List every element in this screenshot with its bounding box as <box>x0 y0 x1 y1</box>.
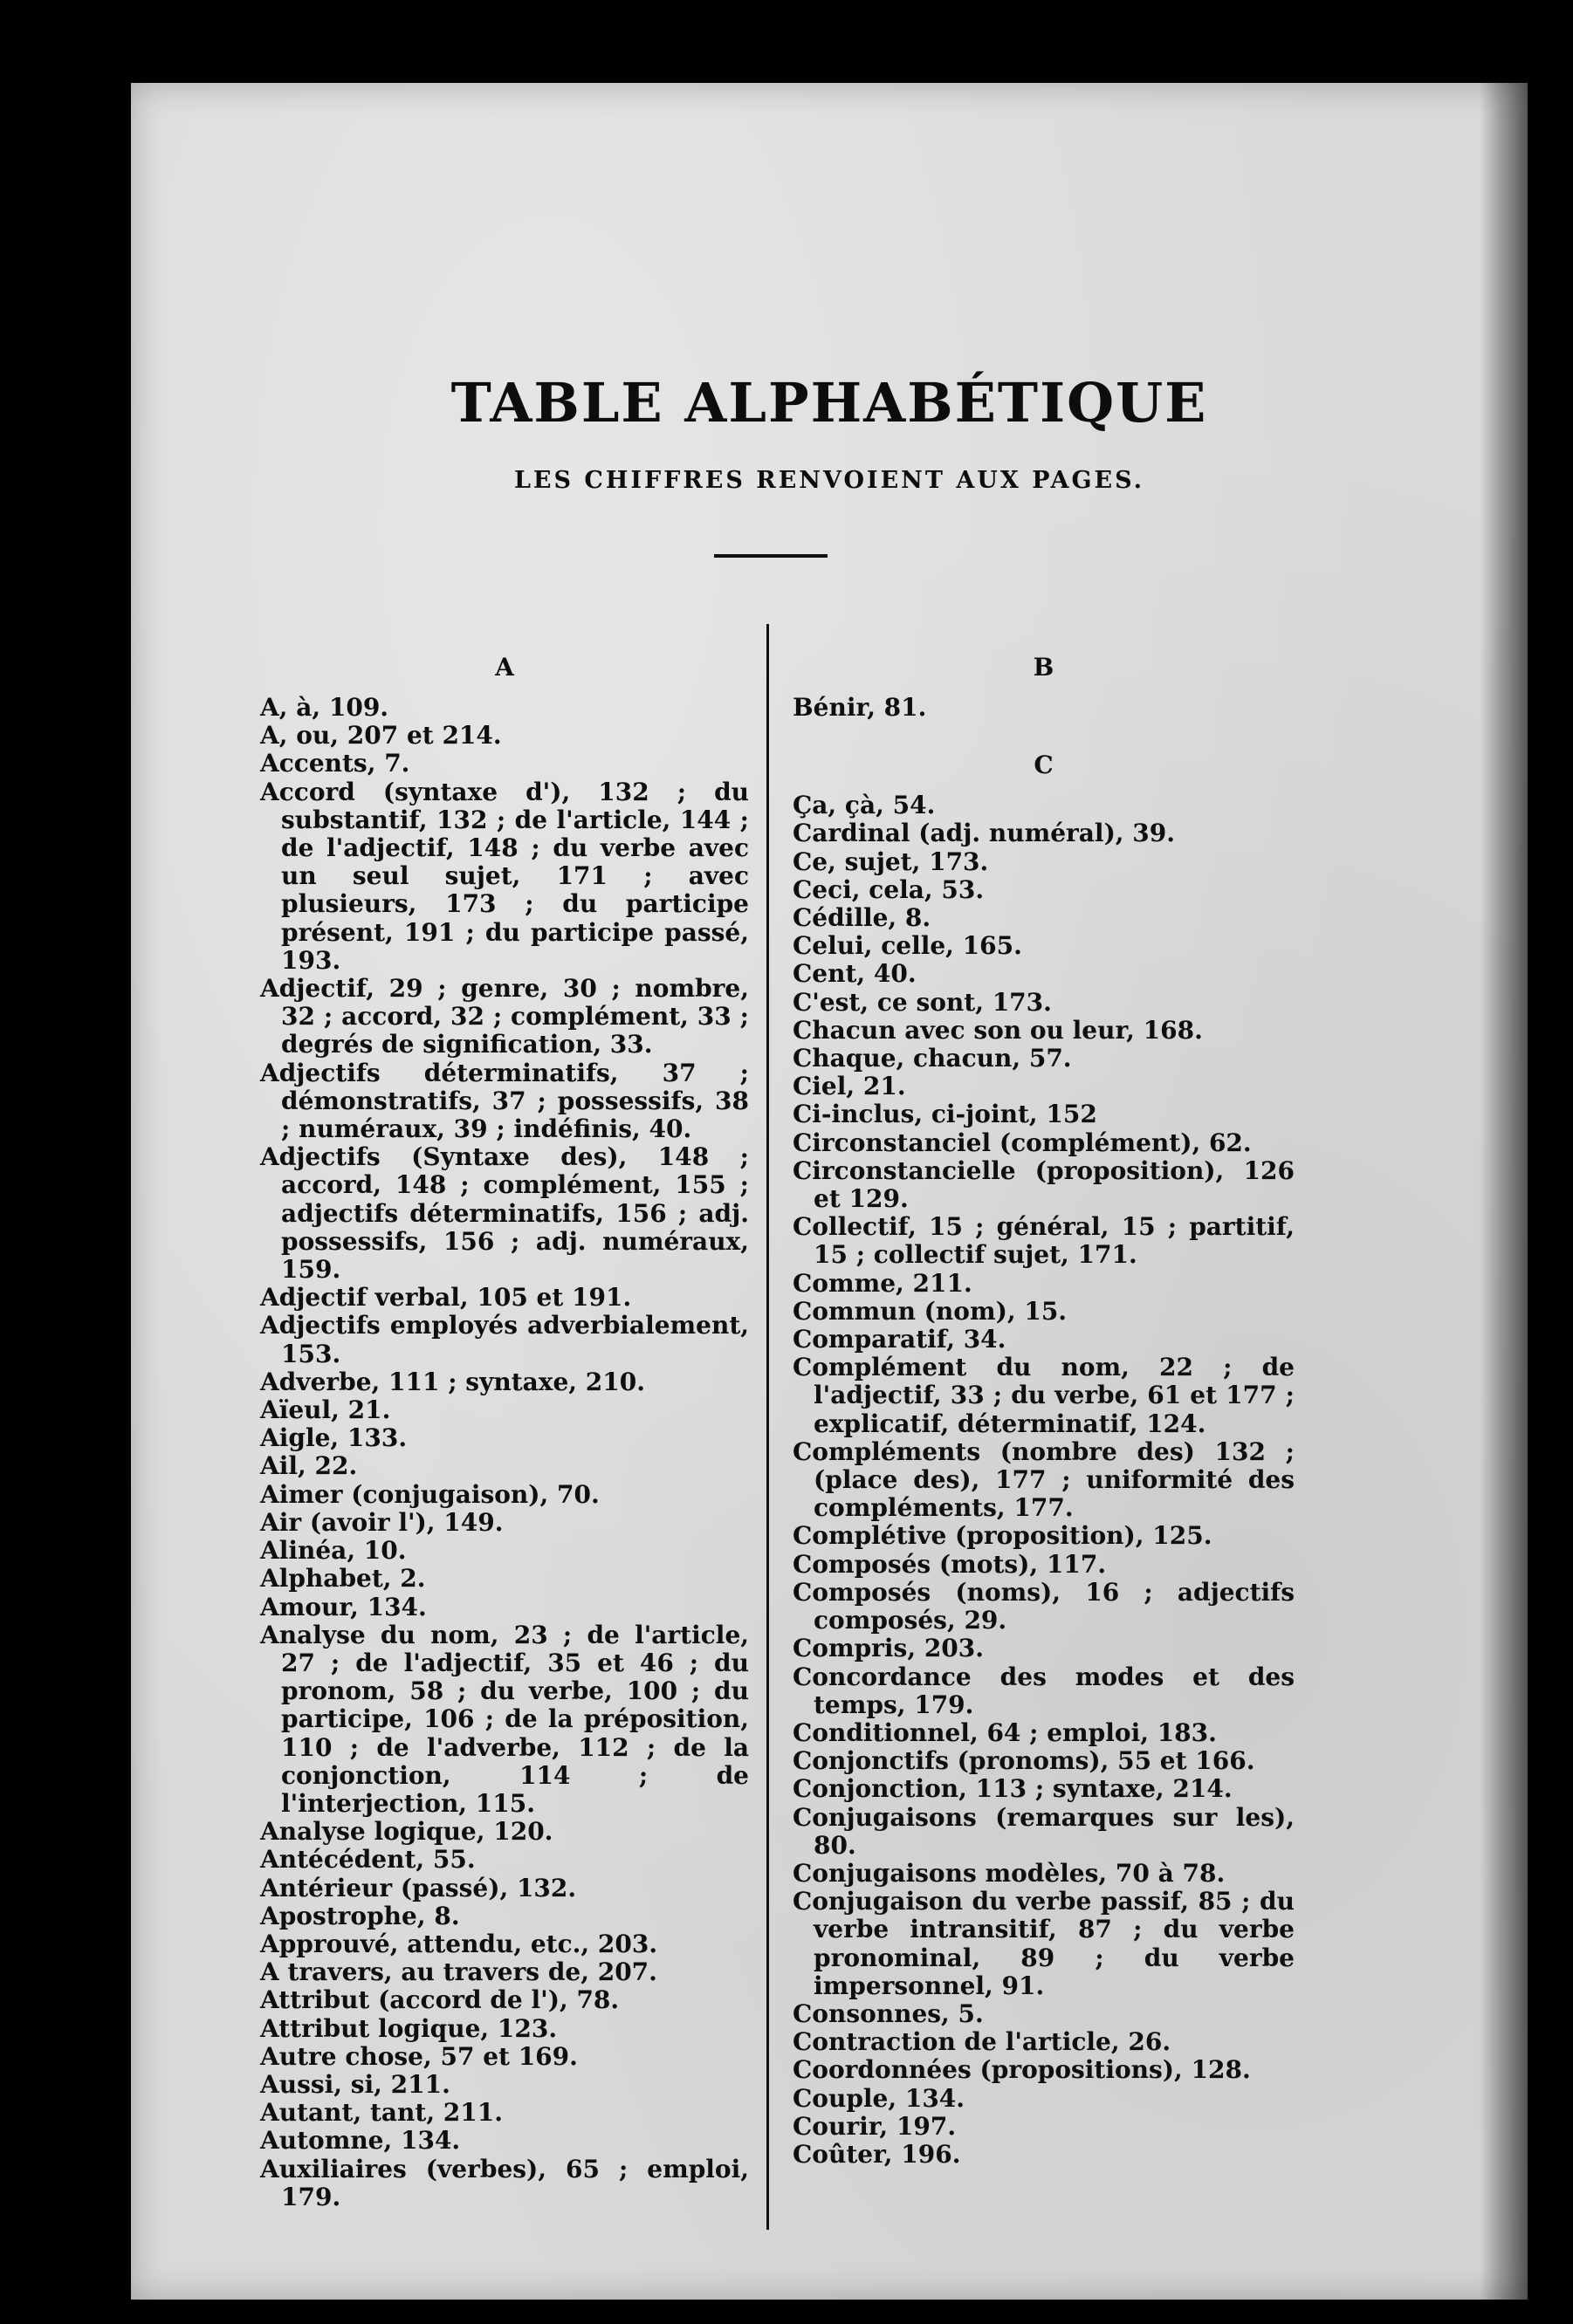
index-entry: Conjonctifs (pronoms), 55 et 166. <box>793 1746 1255 1776</box>
index-entry: Attribut (accord de l'), 78. <box>260 1985 620 2015</box>
index-entry: Complétive (proposition), 125. <box>793 1521 1212 1551</box>
index-entry: Conjugaison du verbe passif, 85 ; du verbe intransitif, 87 ; du verbe pronominal, 89 ; du verbe impersonnel, 91. <box>793 1887 1295 2000</box>
index-entry: A travers, au travers de, 207. <box>260 1957 657 1987</box>
index-entry: Compléments (nombre des) 132 ; (place des), 177 ; uniformité des compléments, 177. <box>793 1436 1295 1523</box>
index-entry: Conjonction, 113 ; syntaxe, 214. <box>793 1774 1233 1804</box>
index-entry: Approuvé, attendu, etc., 203. <box>260 1929 658 1958</box>
index-entry: Coordonnées (propositions), 128. <box>793 2055 1251 2085</box>
index-entry: Adjectifs (Syntaxe des), 148 ; accord, 148 ; complément, 155 ; adjectifs déterminatifs, 156 ; adj. possessifs, 156 ; adj. numéraux, 159. <box>260 1142 749 1285</box>
index-entry: Compris, 203. <box>793 1634 985 1663</box>
index-entry: A, à, 109. <box>260 693 389 722</box>
index-entry: Adjectif, 29 ; genre, 30 ; nombre, 32 ; accord, 32 ; complément, 33 ; degrés de signification, 33. <box>260 974 749 1059</box>
index-entry: Adjectifs employés adverbialement, 153. <box>260 1311 749 1368</box>
index-entry: Celui, celle, 165. <box>793 931 1022 961</box>
page-subtitle: LES CHIFFRES RENVOIENT AUX PAGES. <box>513 467 1145 494</box>
index-entry: Adverbe, 111 ; syntaxe, 210. <box>260 1367 645 1396</box>
index-entry: C'est, ce sont, 173. <box>793 987 1052 1017</box>
index-column-right <box>793 641 1295 2169</box>
index-entry: Cardinal (adj. numéral), 39. <box>793 819 1176 848</box>
index-entry: Composés (mots), 117. <box>793 1549 1107 1579</box>
index-entry: Contraction de l'article, 26. <box>793 2027 1171 2057</box>
index-entry: Ça, çà, 54. <box>793 791 936 820</box>
entry-list-b <box>793 694 1295 722</box>
index-entry: Conjugaisons modèles, 70 à 78. <box>793 1858 1226 1888</box>
index-entry: Commun (nom), 15. <box>793 1296 1068 1326</box>
index-entry: Comparatif, 34. <box>793 1325 1006 1354</box>
index-entry: Cédille, 8. <box>793 903 931 933</box>
index-entry: Attribut logique, 123. <box>260 2013 558 2043</box>
section-letter-c: C <box>1034 751 1054 780</box>
section-gap <box>793 722 1295 739</box>
index-entry: Conjugaisons (remarques sur les), 80. <box>793 1802 1295 1860</box>
index-entry: Analyse du nom, 23 ; de l'article, 27 ; de l'adjectif, 35 et 46 ; du pronom, 58 ; du verbe, 100 ; du participe, 106 ; de la préposition, 110 ; de l'adverbe, 112 ; de la conjonction, 114 ; de l'interjection, 115. <box>260 1620 749 1818</box>
index-entry: Alphabet, 2. <box>260 1564 426 1594</box>
column-divider <box>766 624 769 2230</box>
index-entry: Composés (noms), 16 ; adjectifs composés, 29. <box>793 1577 1295 1635</box>
index-entry: Coûter, 196. <box>793 2139 961 2169</box>
index-entry: Ail, 22. <box>260 1451 358 1481</box>
index-entry: Concordance des modes et des temps, 179. <box>793 1662 1295 1719</box>
index-entry: Cent, 40. <box>793 959 917 989</box>
index-entry: Aimer (conjugaison), 70. <box>260 1479 600 1509</box>
index-entry: Consonnes, 5. <box>793 1998 984 2028</box>
index-entry: Aigle, 133. <box>260 1423 408 1453</box>
index-entry: Ciel, 21. <box>793 1072 906 1101</box>
index-entry: Auxiliaires (verbes), 65 ; emploi, 179. <box>260 2154 749 2211</box>
index-entry: Collectif, 15 ; général, 15 ; partitif, 15 ; collectif sujet, 171. <box>793 1212 1295 1270</box>
index-entry: Couple, 134. <box>793 2083 965 2113</box>
index-entry: Accents, 7. <box>260 749 410 778</box>
index-entry: Chaque, chacun, 57. <box>793 1044 1072 1073</box>
index-entry: Conditionnel, 64 ; emploi, 183. <box>793 1717 1217 1747</box>
section-letter-a: A <box>495 653 514 682</box>
index-entry: Ci-inclus, ci-joint, 152 <box>793 1100 1097 1129</box>
index-entry: Circonstanciel (complément), 62. <box>793 1128 1252 1157</box>
index-entry: Courir, 197. <box>793 2111 957 2141</box>
index-entry: Antécédent, 55. <box>260 1845 476 1875</box>
index-column-left <box>260 641 749 2211</box>
index-entry: Accord (syntaxe d'), 132 ; du substantif, 132 ; de l'article, 144 ; de l'adjectif, 148 ; du verbe avec un seul sujet, 171 ; avec plusieurs, 173 ; du participe présent, 191 ; du participe passé, 193. <box>260 777 749 975</box>
section-letter-b: B <box>1033 653 1054 682</box>
index-entry: A, ou, 207 et 214. <box>260 721 502 751</box>
index-entry: Autant, tant, 211. <box>260 2098 504 2128</box>
index-entry: Circonstancielle (proposition), 126 et 129. <box>793 1155 1295 1214</box>
index-entry: Adjectif verbal, 105 et 191. <box>260 1283 632 1313</box>
index-entry: Alinéa, 10. <box>260 1536 407 1566</box>
index-entry: Automne, 134. <box>260 2126 461 2156</box>
entry-list-c <box>793 792 1295 2169</box>
index-entry: Apostrophe, 8. <box>260 1901 460 1930</box>
index-entry: Complément du nom, 22 ; de l'adjectif, 33 ; du verbe, 61 et 177 ; explicatif, déterminatif, 124. <box>793 1353 1295 1438</box>
index-entry: Antérieur (passé), 132. <box>260 1873 577 1902</box>
entry-list-a <box>260 694 749 2211</box>
index-entry: Aussi, si, 211. <box>260 2069 450 2099</box>
index-entry: Analyse logique, 120. <box>260 1817 553 1847</box>
index-entry: Bénir, 81. <box>793 693 927 722</box>
index-entry: Aïeul, 21. <box>260 1395 391 1425</box>
index-entry: Chacun avec son ou leur, 168. <box>793 1015 1203 1045</box>
index-entry: Ceci, cela, 53. <box>793 874 985 904</box>
index-entry: Amour, 134. <box>260 1592 427 1621</box>
book-page <box>131 83 1528 2300</box>
index-entry: Adjectifs déterminatifs, 37 ; démonstratifs, 37 ; possessifs, 38 ; numéraux, 39 ; indéfinis, 40. <box>260 1058 749 1144</box>
index-entry: Air (avoir l'), 149. <box>260 1507 504 1537</box>
page-title: TABLE ALPHABÉTIQUE <box>450 371 1208 435</box>
index-entry: Comme, 211. <box>793 1268 972 1298</box>
title-rule <box>714 554 828 558</box>
index-entry: Ce, sujet, 173. <box>793 847 989 876</box>
index-entry: Autre chose, 57 et 169. <box>260 2041 578 2071</box>
